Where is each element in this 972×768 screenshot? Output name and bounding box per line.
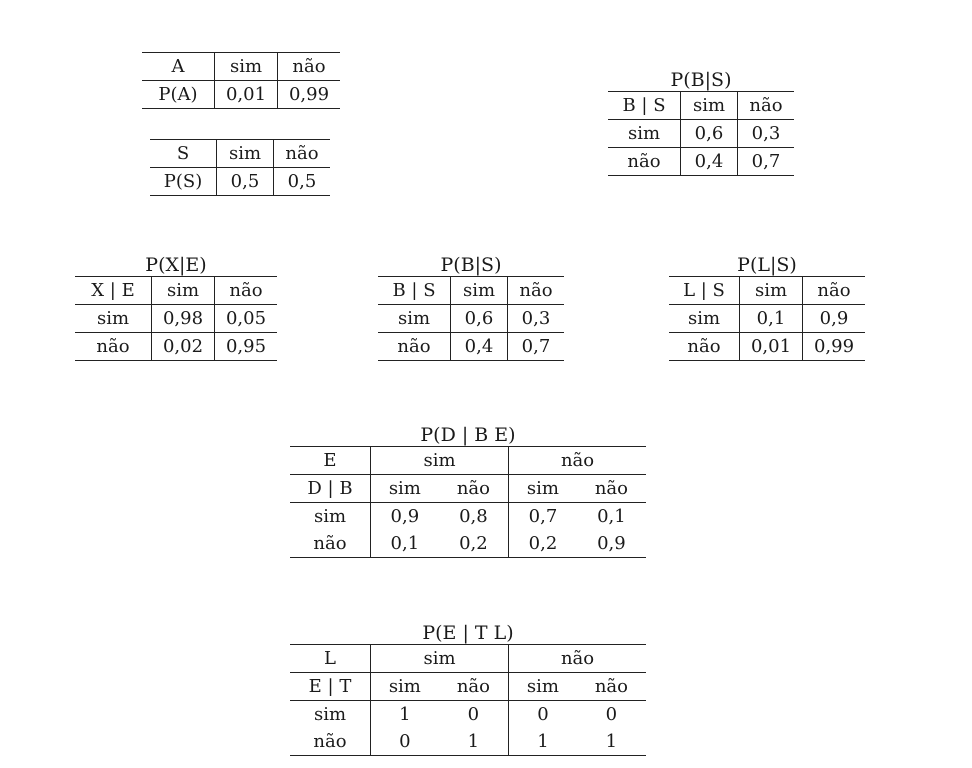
header-cell: S (150, 140, 217, 168)
table-cell: 0,7 (509, 503, 577, 531)
header-cell: B | S (378, 277, 451, 305)
row-label: sim (75, 305, 152, 333)
table-cell: 0,3 (738, 120, 795, 148)
table-cell: 0,7 (738, 148, 795, 176)
table-cell: 1 (509, 728, 577, 756)
header-cell: sim (152, 277, 215, 305)
row-label: sim (669, 305, 740, 333)
header-cell: sim (509, 475, 577, 503)
header-cell: sim (371, 645, 509, 673)
table-e-given-t-l (290, 622, 646, 756)
table-cell: 0,1 (740, 305, 803, 333)
table-cell: 0,6 (451, 305, 508, 333)
header-cell: E | T (290, 673, 371, 701)
row-label: não (75, 333, 152, 361)
table-cell: 0,02 (152, 333, 215, 361)
header-cell: não (274, 140, 331, 168)
table-d-given-b-e (290, 424, 646, 558)
table-cell: 0 (371, 728, 439, 756)
header-cell: não (439, 673, 509, 701)
header-cell: sim (217, 140, 274, 168)
table-cell: 0 (577, 701, 646, 729)
header-cell: sim (451, 277, 508, 305)
row-label: sim (290, 701, 371, 729)
header-cell: não (439, 475, 509, 503)
table-cell: 0,99 (278, 81, 341, 109)
header-cell: não (577, 673, 646, 701)
header-cell: A (142, 53, 215, 81)
table-cell: 0,8 (439, 503, 509, 531)
table-cell: 0,1 (577, 503, 646, 531)
row-label: não (608, 148, 681, 176)
header-cell: sim (371, 475, 439, 503)
table-cell: 0,5 (274, 168, 331, 196)
header-cell: não (803, 277, 866, 305)
header-cell: sim (509, 673, 577, 701)
table-cell: 1 (439, 728, 509, 756)
header-cell: não (278, 53, 341, 81)
table-cell: 0,05 (215, 305, 278, 333)
table-title: P(X|E) (145, 254, 207, 276)
row-label: P(A) (142, 81, 215, 109)
header-cell: D | B (290, 475, 371, 503)
header-cell: não (577, 475, 646, 503)
row-label: não (290, 530, 371, 558)
table-cell: 0,5 (217, 168, 274, 196)
table-cell: 0,9 (577, 530, 646, 558)
table-cell: 0,6 (681, 120, 738, 148)
table-cell: 0,9 (803, 305, 866, 333)
table-x-given-e (75, 254, 277, 361)
header-cell: não (215, 277, 278, 305)
row-label: não (669, 333, 740, 361)
table-cell: 0,7 (508, 333, 565, 361)
row-label: sim (378, 305, 451, 333)
table-cell: 0,2 (439, 530, 509, 558)
table-cell: 0,9 (371, 503, 439, 531)
table-cell: 0,99 (803, 333, 866, 361)
table-cell: 0,01 (740, 333, 803, 361)
header-cell: não (509, 645, 646, 673)
row-label: não (290, 728, 371, 756)
table-cell: 0 (439, 701, 509, 729)
table-cell: 0,01 (215, 81, 278, 109)
table-title: P(E | T L) (422, 622, 514, 644)
table-cell: 0,3 (508, 305, 565, 333)
header-cell: X | E (75, 277, 152, 305)
header-cell: L | S (669, 277, 740, 305)
header-cell: não (509, 447, 646, 475)
row-label: sim (608, 120, 681, 148)
table-cell: 1 (577, 728, 646, 756)
header-cell: sim (740, 277, 803, 305)
header-cell: B | S (608, 92, 681, 120)
header-cell: sim (371, 673, 439, 701)
header-cell: não (738, 92, 795, 120)
table-cell: 0,98 (152, 305, 215, 333)
row-label: P(S) (150, 168, 217, 196)
table-b-given-s-top (608, 69, 794, 176)
header-cell: sim (371, 447, 509, 475)
header-cell: sim (215, 53, 278, 81)
table-cell: 1 (371, 701, 439, 729)
header-cell: não (508, 277, 565, 305)
table-prior-s (150, 139, 330, 196)
table-prior-a (142, 52, 340, 109)
table-title: P(B|S) (440, 254, 502, 276)
header-cell: L (290, 645, 371, 673)
table-cell: 0,1 (371, 530, 439, 558)
row-label: sim (290, 503, 371, 531)
table-b-given-s-middle (378, 254, 564, 361)
table-cell: 0,95 (215, 333, 278, 361)
table-cell: 0,2 (509, 530, 577, 558)
header-cell: sim (681, 92, 738, 120)
table-cell: 0,4 (681, 148, 738, 176)
table-title: P(L|S) (737, 254, 797, 276)
row-label: não (378, 333, 451, 361)
table-cell: 0 (509, 701, 577, 729)
table-title: P(D | B E) (420, 424, 516, 446)
table-l-given-s (669, 254, 865, 361)
table-title: P(B|S) (670, 69, 732, 91)
header-cell: E (290, 447, 371, 475)
table-cell: 0,4 (451, 333, 508, 361)
